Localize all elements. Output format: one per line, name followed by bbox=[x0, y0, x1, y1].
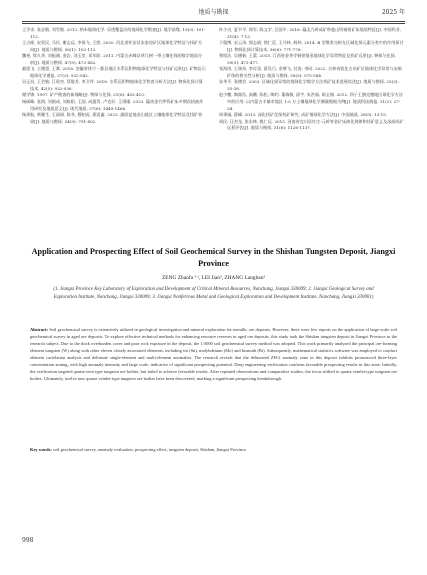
abstract-text: Soil geochemical survey is extensively utilized in geological investigation and mineral exploration for metallic ore deposits. However, there were few reports on the application of large-scale soil geochemical survey in aged ore deposits. To explore effective technical methods for enhancing resource reserves in aged ore deposits, this study took the Shishan tungsten deposit in Jiangxi Province as the research subject. Due to the thick overburden cover and poor rock exposure in the deposit, the 1:5000 soil geochemical survey method was adopted. This work primarily analyzed the principal ore-forming element tungsten (W) along with other eleven closely associated elements, including tin (Sn), molybdenum (Mo) and bismuth (Bi). Subsequently, mathematical statistics software was employed to conduct element correlation analysis and delineate single-element and multi-element anomalies. The research reveals that the delineated ZH-2 anomaly zone in this deposit exhibits pronounced three-layer concentration zoning, with high anomaly intensity and large scale, indicative of significant prospecting potential. Deep engineering verification confirms favorable prospecting results in this zone. Initially, the verification targeted quartz-vein type tungsten ore bodies, but failed to achieve favorable results. After repeated observations and comparative studies, the focus shifted to quartz veinlet-type tungsten ore bodies. Ultimately, twelve new quartz veinlet-type tungsten ore bodies have been discovered, marking a significant prospecting breakthrough. bbox=[30, 327, 398, 382]
header-rule-thick bbox=[22, 21, 405, 22]
references-left-column bbox=[22, 27, 206, 125]
running-header bbox=[22, 6, 405, 20]
header-rule-thin bbox=[22, 23, 405, 24]
english-title: Application and Prospecting Effect of Soil Geochemical Survey in the Shishan Tungsten Deposit, Jiangxi Province bbox=[31, 247, 396, 268]
reference-item: 周民, 汪杰龙, 张东林, 姚仁远. 2015. 河南省宜川县红庄-元岭等金矿床演化规律和找矿意义及深部成矿远景评估[J]. 地质与勘探, 51(6): 1126-1137. bbox=[219, 118, 404, 131]
reference-item: 叶少贞, 夏节平, 徐军, 陈文学, 汪国平. 2016. 赣北九岭成矿带鹿山钨铜钼矿床地质特征[J]. 中国钨业, 31(4): 7-13. bbox=[219, 27, 402, 39]
reference-item: 杨硕峰, 张润, 刘刚成, 刘陈阳, 王国, 成露青, 卢克好, 王琪瑾. 2023. 赣南金竹坪钨矿床多期次热液作用研究及地质意义[J]. 现代地质, 37(6): 1449-1466. bbox=[22, 99, 204, 111]
reference-item: 张海涛, 王瑞奇, 李存喜, 薛昊吕, 金增飞, 付涛, 李同. 2022. 吉林省敦化古站矿区地球化学异常与冶铜矿体的相关性分析[J]. 地质与勘探, 58(5): 575-584. bbox=[219, 66, 402, 78]
keywords-label: Key words: bbox=[30, 447, 52, 452]
reference-item: 于俊博, 宋云涛, 郭志娟, 徐仁廷, 王开林, 鲜伟. 2014. B 型聚类分析在区域化探元素分类中的作用探讨[J]. 物探化探计算技术, 36(6): 771-776. bbox=[219, 40, 404, 52]
reference-item: 翁望飞, 王德恩, 王赛. 2018. 安徽省休宁一都县地区水系沉积物地球化学特征与找矿远景[J]. 矿物岩石地球化学通报, 37(3): 932-942. bbox=[22, 66, 206, 78]
reference-item: 王占彬, 宋贺民, 马民, 谢志远, 李保飞, 王凯. 2020. 河北省怀安县朱家房矿区地球化学特征与找矿方向[J]. 地质与勘探, 56(1): 102-112. bbox=[22, 40, 203, 52]
reference-item: 朱华平, 张德会. 2003. 区域化探异常的地球化学数学方法找矿技术进展综述[J]. 地质与勘探, 25(3): 35-38. bbox=[219, 79, 399, 91]
reference-item: 曾昭法, 吴德新, 王蕾. 2015. 江西省金华寺铜钼银金地球化学异常特征及找矿远景[J]. 物探与化探, 39(3): 473-477. bbox=[219, 53, 396, 65]
journal-name: 地质与勘探 bbox=[198, 9, 229, 16]
references-right-column bbox=[219, 27, 405, 132]
reference-item: 赵少鹏, 陶源浩, 高鹏, 陈松, 陶约, 董瑞敏, 邱宇, 朱洪福, 陈宝刚. 2012. 四子王旗克德地区球化学方法中的应用: 以内蒙古丰镇市地区 1:5 万土壤地球化学测量数据为例[J]. 地质科技情报, 31(2): 27-34. bbox=[219, 92, 403, 111]
affiliations: (1. Jiangxi Province Key Laboratory of Exploration and Development of Critical Mineral Resources, Nanchang, Jiangxi 330009; 2. Jiangxi Geological Survey and Exploration Institute, Nanchang, Jiangxi 330009; 3. Jiangxi Nonferrous Metal and Geological Exploration and Development Institute, Nanchang, Jiangxi 330001) bbox=[53, 287, 374, 300]
reference-item: 王学求, 张必敏, 刘雪敏. 2012. 纳米地球化学: 穿透覆盖层的地球化学勘查[J]. 地学前缘, 19(3): 101-112. bbox=[22, 27, 206, 39]
keywords-text: soil geochemical survey, anomaly evaluation, prospecting effect, tungsten deposit, Shishan, Jiangxi Province bbox=[52, 447, 247, 452]
reference-item: 杨邦航, 黄顺生, 王丽娟, 陈冬, 穆柏虎, 燕雷鑫. 2023. 浦阳盆地金山地区土壤地球化学特征及找矿效果[J]. 地质与勘探, 54(9): 791-802. bbox=[22, 112, 203, 124]
author-list: ZENG Zhaofa ¹ ², LEI Jian³, ZHANG Langhan³ bbox=[161, 275, 266, 281]
abstract bbox=[30, 326, 397, 382]
keywords bbox=[30, 446, 397, 453]
reference-item: 谢学锦. 1997. 矿产勘查的新战略[J]. 物探与化探, 21(6): 402-410. bbox=[22, 92, 146, 98]
reference-item: 吴正昌, 王会敏, 江琼杰, 蔡俊芳, 李卫坪. 2018. 水系沉积物地球化学普查分析方法[J]. 物探化探计算技术, 42(5): 932-936. bbox=[22, 79, 203, 91]
page-number: 998 bbox=[22, 537, 34, 544]
abstract-label: Abstract: bbox=[30, 327, 48, 332]
journal-year: 2025 年 bbox=[381, 9, 405, 16]
reference-item: 魏尧, 徐九华, 刘振刚, 金岩, 刘玉堂, 邓军阳. 2011. 内蒙古赤峰县草几树一带土壤化探的数学地质分析[J]. 地质与勘探, 47(5): 472-482. bbox=[22, 53, 203, 65]
reference-item: 周秉诚, 薛峰. 2013. 深化找矿化探找矿研究, 成矿地球化学方法[J]. 中国地质, 28(5): 13-15. bbox=[219, 112, 388, 118]
